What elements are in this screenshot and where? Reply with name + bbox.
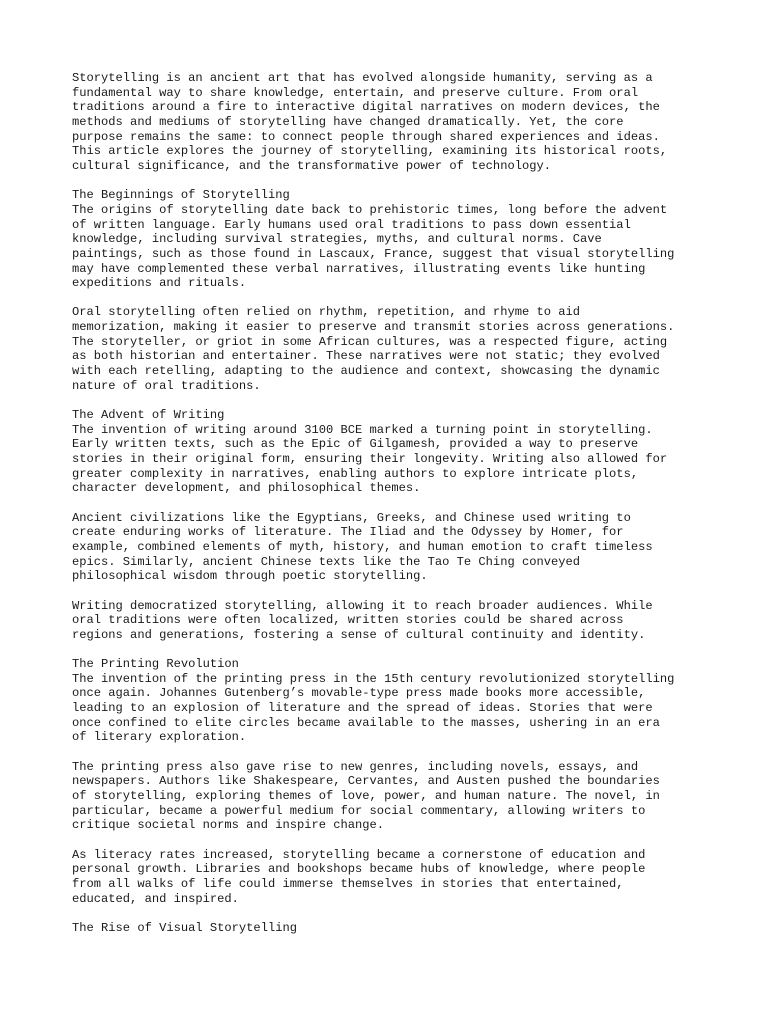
section-heading: The Rise of Visual Storytelling bbox=[72, 920, 297, 935]
section-heading: The Beginnings of Storytelling bbox=[72, 188, 290, 203]
intro-paragraph: Storytelling is an ancient art that has evolved alongside humanity, serving as a fundamental way to share knowledge, entertain, and preserve culture. From oral traditions around a fire to interactive digital narratives on modern devices, the methods and mediums of storytelling have changed dramatically. Yet, the core purpose remains the same: to connect people through shared experiences and ideas. This article explores the journey of storytelling, examining its historical roots, cultural significance, and the transformative power of technology. bbox=[72, 71, 668, 173]
paragraph: The invention of writing around 3100 BCE marked a turning point in storytelling. Early written texts, such as the Epic of Gilgamesh, provided a way to preserve stories in their original form, ensuring their longevity. Writing also allowed for greater complexity in narratives, enabling authors to explore intricate plots, character development, and philosophical themes. bbox=[72, 422, 668, 496]
section-beginnings bbox=[72, 188, 712, 393]
section-writing bbox=[72, 408, 712, 642]
paragraph: Oral storytelling often relied on rhythm, repetition, and rhyme to aid memorization, making it easier to preserve and transmit stories across generations. The storyteller, or griot in some African cultures, was a respected figure, acting as both historian and entertainer. These narratives were not static; they evolved with each retelling, adapting to the audience and context, showcasing the dynamic nature of oral traditions. bbox=[72, 305, 675, 393]
section-heading: The Advent of Writing bbox=[72, 408, 225, 423]
paragraph: The invention of the printing press in the 15th century revolutionized storytelling once again. Johannes Gutenberg’s movable-type press made books more accessible, leading to an explosion of literature and the spread of ideas. Stories that were once confined to elite circles became available to the masses, ushering in an era of literary exploration. bbox=[72, 671, 675, 745]
paragraph: As literacy rates increased, storytelling became a cornerstone of education and personal growth. Libraries and bookshops became hubs of knowledge, where people from all walks of life could immerse themselves in stories that entertained, educated, and inspired. bbox=[72, 847, 646, 906]
document-page bbox=[72, 71, 712, 936]
section-heading: The Printing Revolution bbox=[72, 657, 239, 672]
section-visual bbox=[72, 921, 712, 936]
paragraph: The printing press also gave rise to new genres, including novels, essays, and newspapers. Authors like Shakespeare, Cervantes, and Austen pushed the boundaries of storytelling, exploring themes of love, power, and human nature. The novel, in particular, became a powerful medium for social commentary, allowing writers to critique societal norms and inspire change. bbox=[72, 759, 660, 833]
section-printing bbox=[72, 657, 712, 906]
paragraph: The origins of storytelling date back to prehistoric times, long before the advent of written language. Early humans used oral traditions to pass down essential knowledge, including survival strategies, myths, and cultural norms. Cave paintings, such as those found in Lascaux, France, suggest that visual storytelling may have complemented these verbal narratives, illustrating events like hunting expeditions and rituals. bbox=[72, 202, 675, 291]
paragraph: Writing democratized storytelling, allowing it to reach broader audiences. While oral traditions were often localized, written stories could be shared across regions and generations, fostering a sense of cultural continuity and identity. bbox=[72, 598, 653, 642]
paragraph: Ancient civilizations like the Egyptians, Greeks, and Chinese used writing to create enduring works of literature. The Iliad and the Odyssey by Homer, for example, combined elements of myth, history, and human emotion to craft timeless epics. Similarly, ancient Chinese texts like the Tao Te Ching conveyed philosophical wisdom through poetic storytelling. bbox=[72, 510, 653, 584]
